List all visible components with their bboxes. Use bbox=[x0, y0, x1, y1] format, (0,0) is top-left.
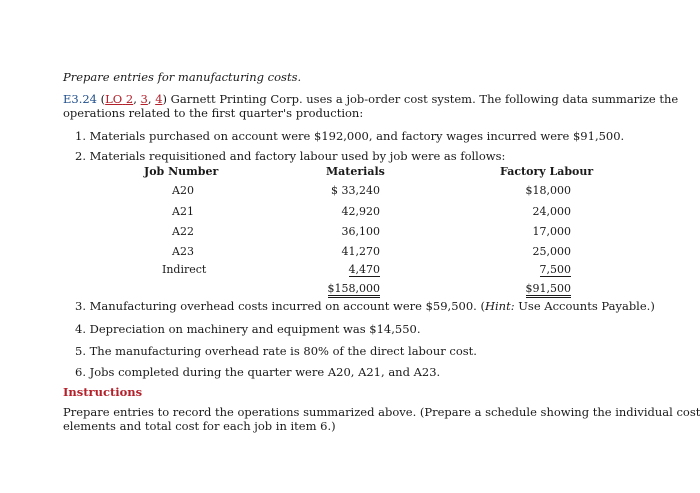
table-row-labour: 25,000 bbox=[532, 245, 571, 258]
item-text: The manufacturing overhead rate is 80% of the direct labour cost. bbox=[89, 344, 477, 358]
total-materials: $158,000 bbox=[320, 282, 380, 295]
exercise-intro-text: Garnett Printing Corp. uses a job-order cost system. The following data summarize the bbox=[170, 92, 679, 106]
table-row-labour: 17,000 bbox=[532, 225, 571, 238]
table-row-materials: 4,470 bbox=[348, 263, 380, 276]
item-6 bbox=[75, 365, 440, 379]
table-row-labour: 24,000 bbox=[532, 205, 571, 218]
item-number: 5. bbox=[75, 344, 86, 358]
lo-open-paren: ( bbox=[100, 92, 106, 106]
table-row-materials: 41,270 bbox=[341, 245, 380, 258]
item-text-after: Use Accounts Payable.) bbox=[514, 299, 655, 313]
exercise-intro-line2: operations related to the first quarter's production: bbox=[63, 106, 364, 120]
task-title: Prepare entries for manufacturing costs. bbox=[63, 70, 302, 84]
lo-link-2[interactable]: LO 2 bbox=[105, 92, 134, 106]
instructions-line2: elements and total cost for each job in item 6.) bbox=[63, 419, 336, 433]
item-3 bbox=[75, 299, 655, 313]
item-number: 2. bbox=[75, 149, 86, 163]
item-text: Materials requisitioned and factory labour used by job were as follows: bbox=[89, 149, 506, 163]
total-labour: $91,500 bbox=[515, 282, 571, 295]
hint-label: Hint: bbox=[484, 299, 515, 313]
item-text: Manufacturing overhead costs incurred on account were $59,500. ( bbox=[89, 299, 485, 313]
item-text: Materials purchased on account were $192,000, and factory wages incurred were $91,500. bbox=[89, 129, 625, 143]
lo-link-3[interactable]: 3 bbox=[140, 92, 148, 106]
header-materials: Materials bbox=[326, 165, 385, 178]
header-factory-labour: Factory Labour bbox=[500, 165, 594, 178]
table-row-job: A22 bbox=[172, 225, 194, 238]
item-number: 6. bbox=[75, 365, 86, 379]
table-row-materials: 42,920 bbox=[341, 205, 380, 218]
table-row-materials: $ 33,240 bbox=[331, 184, 380, 197]
item-number: 1. bbox=[75, 129, 86, 143]
table-row-job: A20 bbox=[172, 184, 194, 197]
item-2 bbox=[75, 149, 505, 163]
table-row-labour: 7,500 bbox=[539, 263, 571, 276]
lo-close-paren: ) bbox=[162, 92, 168, 106]
item-1 bbox=[75, 129, 624, 143]
exercise-number: E3.24 bbox=[63, 92, 98, 106]
table-row-job: A21 bbox=[172, 205, 194, 218]
instructions-heading: Instructions bbox=[63, 385, 143, 399]
exercise-intro-line1: E3.24 (LO 2, 3, 4) Garnett Printing Corp. uses a job-order cost system. The following data summarize the bbox=[63, 92, 679, 106]
item-4 bbox=[75, 322, 420, 336]
table-row-job: A23 bbox=[172, 245, 194, 258]
item-text: Jobs completed during the quarter were A20, A21, and A23. bbox=[89, 365, 441, 379]
item-number: 3. bbox=[75, 299, 86, 313]
header-job-number: Job Number bbox=[144, 165, 219, 178]
item-5 bbox=[75, 344, 477, 358]
table-row-labour: $18,000 bbox=[525, 184, 571, 197]
item-text: Depreciation on machinery and equipment was $14,550. bbox=[89, 322, 421, 336]
instructions-line1: Prepare entries to record the operations summarized above. (Prepare a schedule showing the individual cost bbox=[63, 405, 700, 419]
item-number: 4. bbox=[75, 322, 86, 336]
table-row-materials: 36,100 bbox=[341, 225, 380, 238]
table-row-job: Indirect bbox=[162, 263, 207, 276]
lo-link-4[interactable]: 4 bbox=[155, 92, 163, 106]
